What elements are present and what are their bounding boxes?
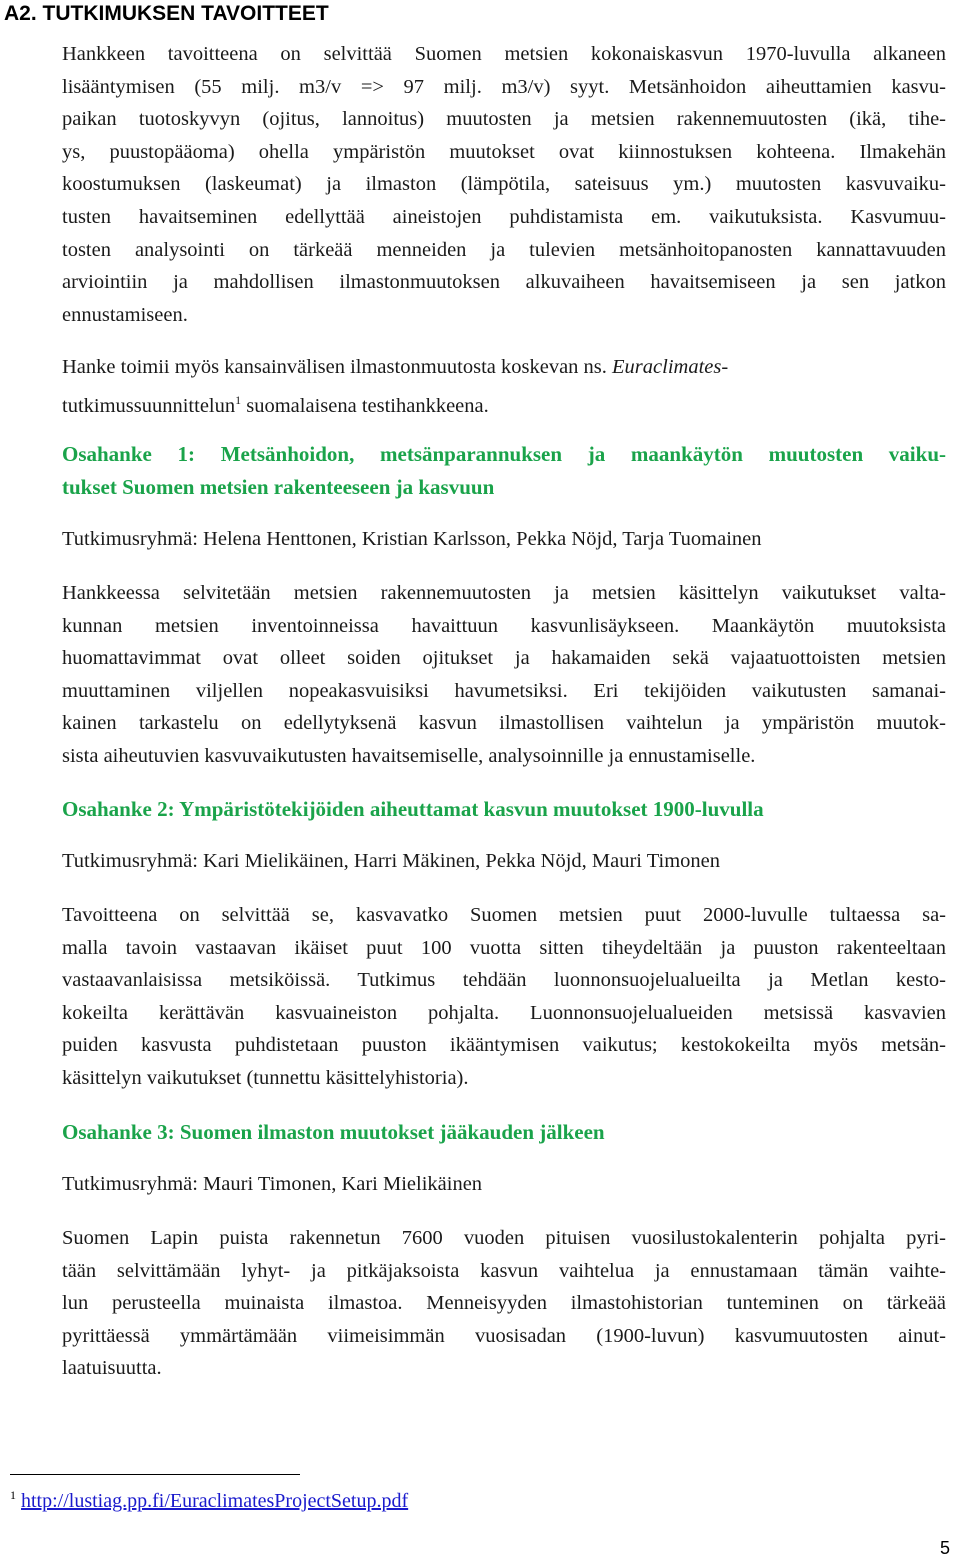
text-line: lisääntymisen (55 milj. m3/v => 97 milj. m3/v) syyt. Metsänhoidon aiheuttamien kasvu- (62, 75, 946, 98)
euraclimates-paragraph (62, 351, 946, 422)
section-3-team: Tutkimusryhmä: Mauri Timonen, Kari Mielikäinen (62, 1173, 483, 1195)
text-line: sista aiheutuvien kasvuvaikutusten havaitsemiselle, analysoinnille ja ennustamiselle. (62, 744, 756, 767)
text-line: tään selvittämään lyhyt- ja pitkäjaksoista kasvun vaihtelua ja ennustamaan tämän vaihte- (62, 1259, 946, 1282)
text-line: lun perusteella muinaista ilmastoa. Menneisyyden ilmastohistorian tunteminen on tärkeää (62, 1292, 946, 1315)
text-span: suomalaisena testihankkeena. (241, 394, 489, 417)
section-3-body (62, 1222, 946, 1385)
text-line: kokeilta kerättävän kasvuaineiston pohjalta. Luonnonsuojelualueiden metsissä kasvavien (62, 1001, 946, 1024)
text-line: paikan tuotoskyvyn (ojitus, lannoitus) muutosten ja metsien rakennemuutosten (ikä, tihe- (62, 108, 946, 131)
text-line: Hankkeen tavoitteena on selvittää Suomen metsien kokonaiskasvun 1970-luvulla alkaneen (62, 43, 946, 65)
section-2-body (62, 899, 946, 1095)
footnote-divider (10, 1474, 300, 1475)
text-span: tutkimussuunnittelun (62, 394, 236, 417)
text-span: Hanke toimii myös kansainvälisen ilmastonmuutosta koskevan ns. (62, 356, 613, 378)
heading-line: Osahanke 2: Ympäristötekijöiden aiheuttamat kasvun muutokset 1900-luvulla (62, 797, 764, 821)
text-line: kunnan metsien inventoinneissa havaittuun kasvunlisäykseen. Maankäytön muutoksista (62, 614, 946, 637)
text-line: malla tavoin vastaavan ikäiset puut 100 vuotta sitten tiheydeltään ja puuston rakenteeltaan (62, 936, 946, 959)
footnote-link[interactable]: http://lustiag.pp.fi/EuraclimatesProjectSetup.pdf (21, 1490, 409, 1512)
text-line: laatuisuutta. (62, 1357, 162, 1380)
text-line: Tavoitteena on selvittää se, kasvavatko Suomen metsien puut 2000-luvulle tultaessa sa- (62, 904, 946, 926)
text-line: huomattavimmat ovat olleet soiden ojitukset ja hakamaiden sekä vajaatuottoisten metsien (62, 647, 946, 670)
text-line: pyrittäessä ymmärtämään viimeisimmän vuosisadan (1900-luvun) kasvumuutosten ainut- (62, 1324, 946, 1347)
chapter-heading: A2. TUTKIMUKSEN TAVOITTEET (4, 2, 329, 25)
text-line: puiden kasvusta puhdistetaan puuston ikääntymisen vaikutus; kestokokeilta myös metsän- (62, 1034, 946, 1057)
text-line: Suomen Lapin puista rakennetun 7600 vuoden pituisen vuosilustokalenterin pohjalta pyri- (62, 1227, 946, 1249)
footnote-reference[interactable]: 1 (235, 392, 242, 407)
section-1-heading (62, 438, 946, 504)
intro-paragraph (62, 38, 946, 331)
text-line: käsittelyn vaikutukset (tunnettu käsittelyhistoria). (62, 1066, 469, 1089)
section-3-heading (62, 1116, 946, 1149)
footnote (10, 1488, 408, 1513)
section-1-body (62, 577, 946, 773)
text-line: tosten analysointi on tärkeää menneiden ja tulevien metsänhoitopanosten kannattavuuden (62, 238, 946, 261)
text-line: ys, puustopääoma) ohella ympäristön muutokset ovat kiinnostuksen kohteena. Ilmakehän (62, 140, 946, 163)
footnote-mark: 1 (10, 1488, 16, 1502)
text-line: koostumuksen (laskeumat) ja ilmaston (lämpötila, sateisuus ym.) muutosten kasvuvaiku- (62, 173, 946, 196)
text-line: vastaavanlaisissa metsiköissä. Tutkimus tehdään luonnonsuojelualueilta ja Metlan kesto- (62, 969, 946, 992)
heading-line: Osahanke 1: Metsänhoidon, metsänparannuksen ja maankäytön muutosten vaiku- (62, 442, 946, 466)
heading-line: Osahanke 3: Suomen ilmaston muutokset jääkauden jälkeen (62, 1120, 605, 1144)
page-number: 5 (939, 1538, 950, 1558)
text-line: Hankkeessa selvitetään metsien rakennemuutosten ja metsien käsittelyn vaikutukset valta- (62, 582, 946, 604)
text-line: muuttaminen viljellen nopeakasvuisiksi havumetsiksi. Eri tekijöiden vaikutusten samanai- (62, 679, 946, 702)
section-2-team: Tutkimusryhmä: Kari Mielikäinen, Harri Mäkinen, Pekka Nöjd, Mauri Timonen (62, 850, 721, 872)
euraclimates-term: Euraclimates- (612, 356, 729, 378)
section-2-heading (62, 793, 946, 826)
text-line: ennustamiseen. (62, 303, 188, 326)
text-line: kainen tarkastelu on edellytyksenä kasvun ilmastollisen vaihtelun ja ympäristön muutok- (62, 712, 946, 735)
heading-line: tukset Suomen metsien rakenteeseen ja kasvuun (62, 475, 495, 499)
text-line: arviointiin ja mahdollisen ilmastonmuutoksen alkuvaiheen havaitsemiseen ja sen jatkon (62, 271, 946, 294)
text-line: tusten havaitseminen edellyttää aineistojen puhdistamista em. vaikutuksista. Kasvumuu- (62, 205, 946, 228)
section-1-team: Tutkimusryhmä: Helena Henttonen, Kristian Karlsson, Pekka Nöjd, Tarja Tuomainen (62, 528, 762, 550)
